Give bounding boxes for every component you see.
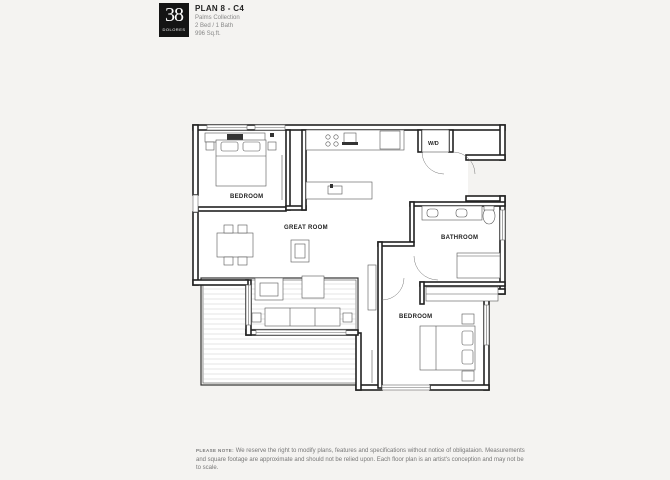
bedroom-2-label: BEDROOM [399, 314, 433, 320]
logo-brand: DOLORES [162, 27, 186, 32]
note-lead: PLEASE NOTE: [196, 448, 235, 453]
plan-collection: Palms Collection [195, 15, 240, 21]
logo-number: 38 [165, 4, 183, 26]
plan-area: 996 Sq.ft. [195, 31, 221, 37]
plan-beds-baths: 2 Bed / 1 Bath [195, 23, 234, 29]
bedroom-1-label: BEDROOM [230, 194, 264, 200]
great-room-label: GREAT ROOM [284, 225, 328, 231]
plan-title: PLAN 8 - C4 [195, 4, 245, 13]
note-text: We reserve the right to modify plans, features and specifications without notice of obligataion. Measurements and square footage are approximate and should not be relied upon. Each floor plan is an artist's conception and may not be to scale. [196, 448, 525, 472]
disclaimer-note [196, 447, 526, 473]
washer-dryer-label: W/D [428, 141, 439, 147]
bathroom-label: BATHROOM [441, 235, 479, 241]
